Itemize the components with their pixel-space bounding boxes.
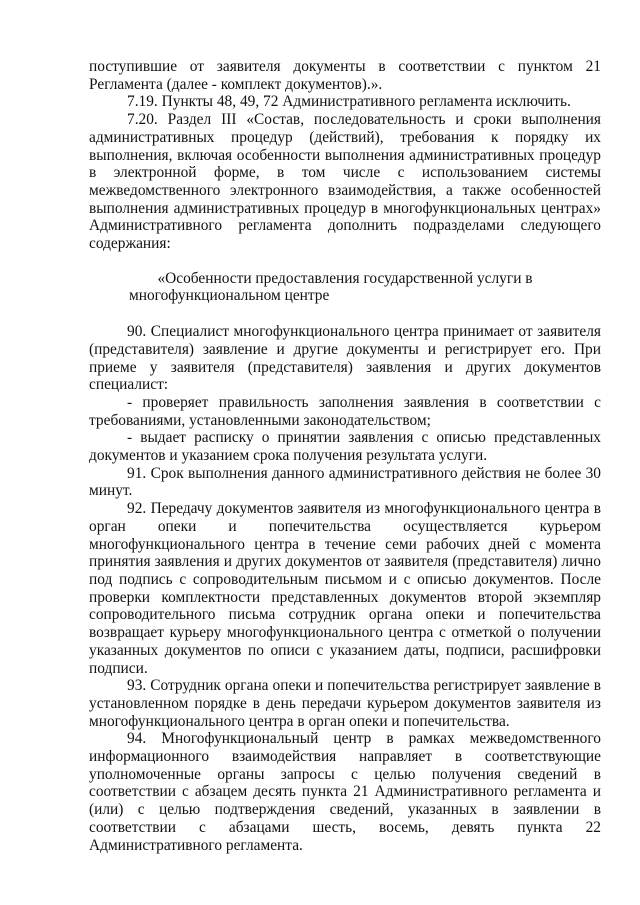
paragraph-7-19: 7.19. Пункты 48, 49, 72 Административного регламента исключить. [127,93,571,111]
paragraph-7-20: 7.20. Раздел III «Состав, последовательность и сроки выполнения административных процедур (действий), требования к порядку их выполнения, включая особенности выполнения административных процедур в электронной форме, в том числе с использованием системы межведомственного электронного взаимодействия, а также особенностей выполнения административных процедур в многофункциональных центрах» Административного регламента дополнить подразделами следующего содержания: [89,111,601,253]
paragraph-92: 92. Передачу документов заявителя из многофункционального центра в орган опеки и попечительства осуществляется курьером многофункционального центра в течение семи рабочих дней с момента принятия заявления и других документов от заявителя (представителя) лично под подпись с сопроводительным письмом и с описью документов. После проверки комплектности представленных документов второй экземпляр сопроводительного письма сотрудник органа опеки и попечительства возвращает курьеру многофункционального центра с отметкой о получении указанных документов по описи с указанием даты, подписи, расшифровки подписи. [89,500,601,677]
document-page [89,58,601,854]
paragraph-93: 93. Сотрудник органа опеки и попечительства регистрирует заявление в установленном порядке в день передачи курьером документов заявителя из многофункционального центра в орган опеки и попечительства. [89,677,601,730]
paragraph-94: 94. Многофункциональный центр в рамках межведомственного информационного взаимодействия направляет в соответствующие уполномоченные органы запросы с целью получения сведений в соответствии с абзацем десять пункта 21 Административного регламента и (или) с целью подтверждения сведений, указанных в заявлении в соответствии с абзацами шесть, восемь, девять пункта 22 Административного регламента. [89,730,601,854]
bullet-check-application: - проверяет правильность заполнения заявления в соответствии с требованиями, установленными законодательством; [89,393,601,429]
section-heading: «Особенности предоставления государственной услуги в многофункциональном центре [129,269,533,305]
paragraph-continuation: поступившие от заявителя документы в соответствии с пунктом 21 Регламента (далее - комплект документов).». [89,58,601,93]
paragraph-90: 90. Специалист многофункционального центра принимает от заявителя (представителя) заявление и другие документы и регистрирует его. При приеме у заявителя (представителя) заявления и других документов специалист: [89,323,601,394]
bullet-issue-receipt: - выдает расписку о принятии заявления с описью представленных документов и указанием срока получения результата услуги. [89,429,601,465]
paragraph-91: 91. Срок выполнения данного административного действия не более 30 минут. [89,464,601,500]
